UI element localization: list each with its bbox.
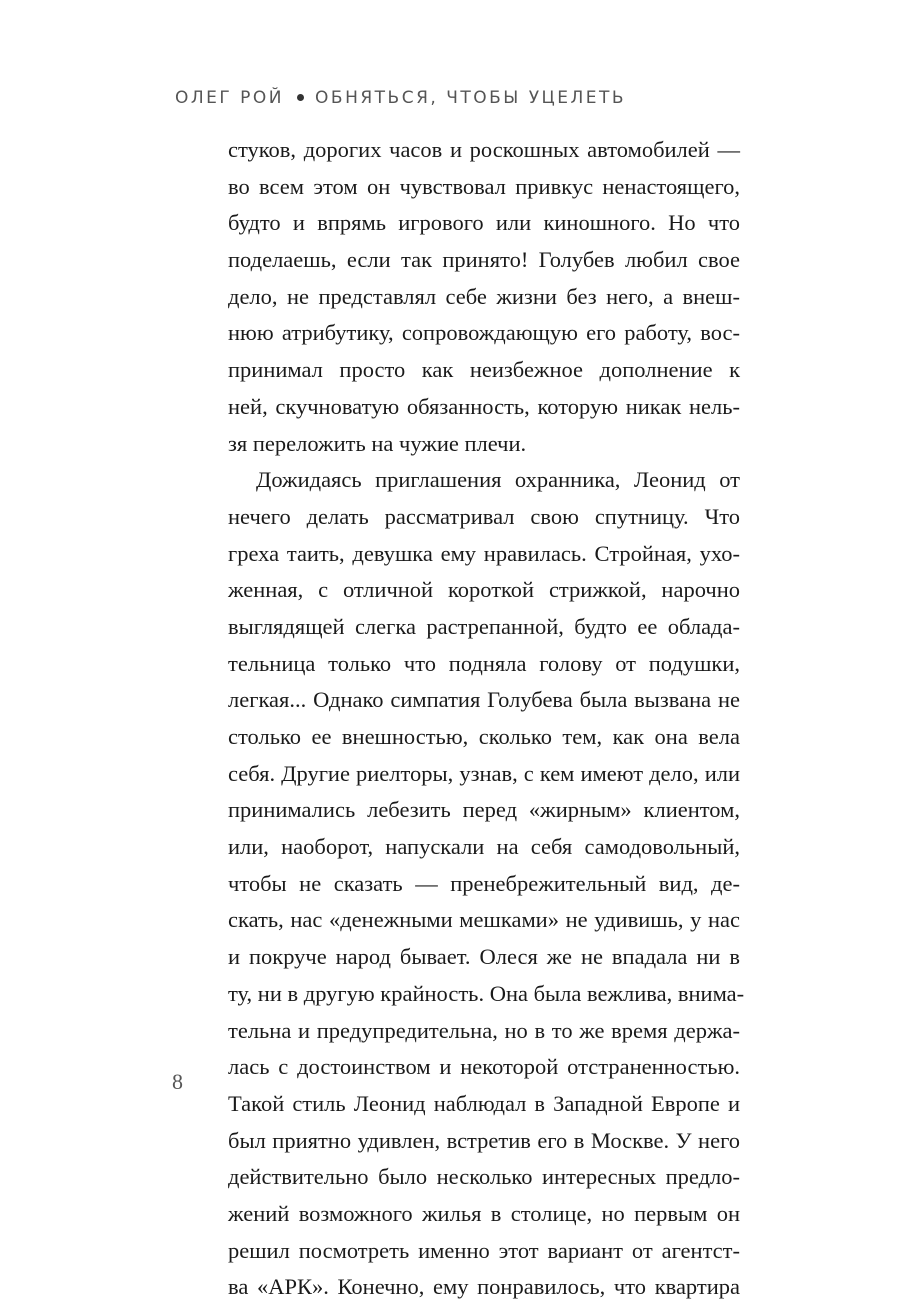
text-line: тельница только что подняла голову от подушки, [228,650,740,676]
text-line: тельна и предупредительна, но в то же время держа- [228,1017,740,1043]
text-line: ва «АРК». Конечно, ему понравилось, что квартира [228,1274,740,1300]
text-line: лась с достоинством и некоторой отстраненностью. [228,1054,740,1080]
text-line: греха таить, девушка ему нравилась. Стройная, ухо- [228,540,740,566]
body-text [228,132,745,1306]
text-line: и покруче народ бывает. Олеся же не впадала ни в [228,944,740,970]
text-line: нюю атрибутику, сопровождающую его работу, вос- [228,320,740,346]
text-line: женная, с отличной короткой стрижкой, нарочно [228,577,740,603]
text-line: ней, скучноватую обязанность, которую никак нель- [228,393,740,419]
text-line: поделаешь, если так принято! Голубев любил свое [228,247,740,273]
text-line: принимались лебезить перед «жирным» клиентом, [228,797,740,823]
text-line: выглядящей слегка растрепанной, будто ее облада- [228,613,740,639]
text-line: столько ее внешностью, сколько тем, как она вела [228,724,740,749]
text-line: чтобы не сказать — пренебрежительный вид, де- [228,870,740,896]
text-line: Такой стиль Леонид наблюдал в Западной Европе и [228,1090,740,1116]
text-line: решил посмотреть именно этот вариант от агентст- [228,1237,740,1263]
text-line: во всем этом он чувствовал привкус ненастоящего, [228,173,740,199]
text-line: скать, нас «денежными мешками» не удивишь, у нас [228,907,740,933]
text-line: будто и впрямь игрового или киношного. Но что [228,210,740,236]
running-head [175,88,626,108]
text-line: или, наоборот, напускали на себя самодовольный, [228,834,740,860]
text-line: действительно было несколько интересных предло- [228,1164,740,1190]
text-line: ту, ни в другую крайность. Она была вежлива, внима- [228,980,745,1006]
header-author: ОЛЕГ РОЙ [175,88,285,108]
text-line: стуков, дорогих часов и роскошных автомобилей — [228,137,740,162]
text-line: Дожидаясь приглашения охранника, Леонид от [256,467,740,493]
text-line: легкая... Однако симпатия Голубева была вызвана не [228,687,740,713]
bullet-separator-icon [297,94,304,101]
text-line: нечего делать рассматривал свою спутницу. Что [228,503,740,529]
text-line: жений возможного жилья в столице, но первым он [228,1200,740,1226]
paragraph-2 [228,462,745,1306]
paragraph-1 [228,132,740,462]
header-book-title: ОБНЯТЬСЯ, ЧТОБЫ УЦЕЛЕТЬ [315,88,627,108]
text-line: дело, не представлял себе жизни без него, а внеш- [228,283,740,309]
page-number: 8 [172,1069,183,1094]
text-line: зя переложить на чужие плечи. [228,430,527,456]
text-line: себя. Другие риелторы, узнав, с кем имеют дело, или [228,760,740,786]
text-line: принимал просто как неизбежное дополнение к [228,357,740,383]
text-line: был приятно удивлен, встретив его в Москве. У него [228,1127,740,1153]
